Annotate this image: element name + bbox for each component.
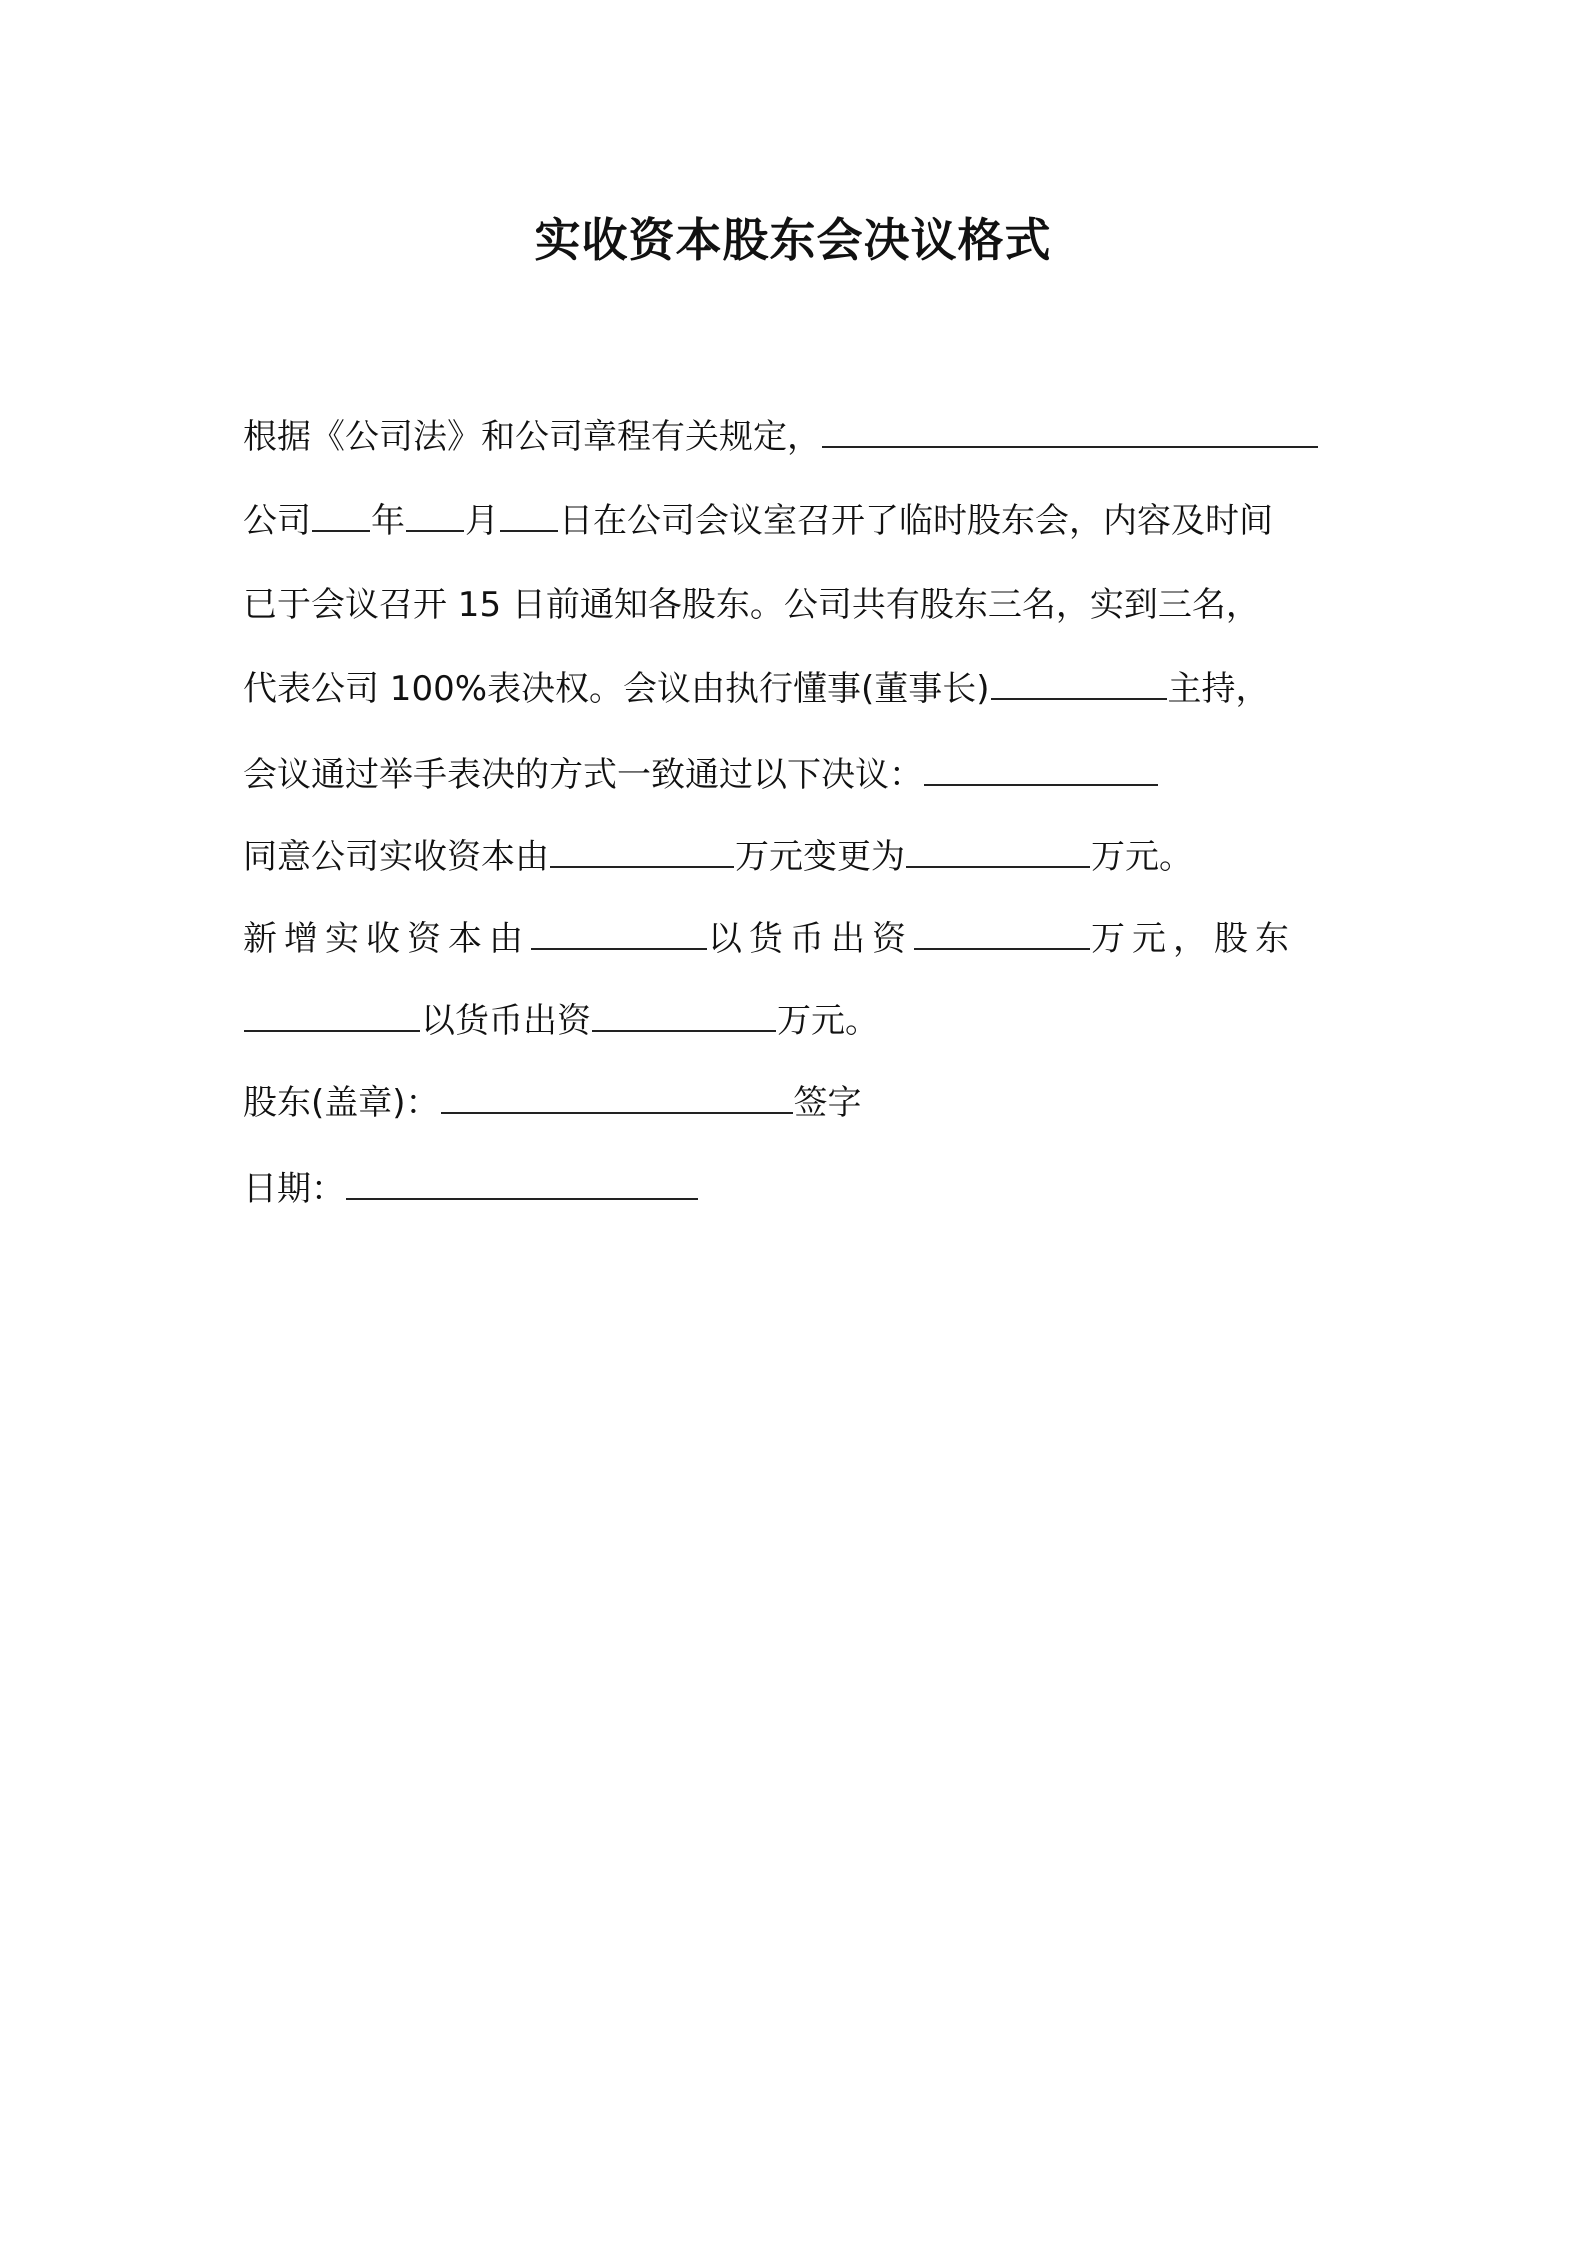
line-7-text-a: 新增实收资本由 (243, 919, 530, 959)
chairman-blank[interactable] (991, 668, 1167, 700)
amount-2-blank[interactable] (592, 1000, 776, 1032)
line-6-text-b: 万元变更为 (735, 837, 905, 877)
date-label: 日期： (243, 1169, 345, 1209)
line-7-text-c: 万元，股东 (1091, 919, 1296, 959)
resolution-blank[interactable] (924, 754, 1158, 786)
paragraph-line-7 (243, 917, 1296, 961)
month-blank[interactable] (406, 500, 464, 532)
signature-label: 签字 (793, 1083, 862, 1123)
seal-blank[interactable] (441, 1082, 793, 1114)
shareholder-2-blank[interactable] (244, 1000, 420, 1032)
original-capital-blank[interactable] (550, 836, 734, 868)
line-2-company-label: 公司 (243, 501, 311, 541)
line-4-text: 代表公司 100%表决权。会议由执行懂事(董事长) (243, 669, 990, 709)
paragraph-line-3 (243, 583, 1260, 627)
company-name-blank[interactable] (822, 416, 1318, 448)
line-2-year-label: 年 (371, 501, 405, 541)
line-6-text-c: 万元。 (1091, 837, 1193, 877)
day-blank[interactable] (500, 500, 558, 532)
paragraph-line-5 (243, 753, 1159, 797)
document-title: 实收资本股东会决议格式 (534, 213, 1052, 267)
year-blank[interactable] (312, 500, 370, 532)
shareholder-1-blank[interactable] (531, 918, 707, 950)
paragraph-line-8 (243, 999, 879, 1043)
line-2-text: 日在公司会议室召开了临时股东会，内容及时间 (559, 501, 1273, 541)
line-8-text-a: 以货币出资 (421, 1001, 591, 1041)
line-4-host-label: 主持， (1167, 669, 1270, 709)
line-1-text: 根据《公司法》和公司章程有关规定， (243, 417, 821, 457)
paragraph-line-1 (243, 415, 1319, 459)
paragraph-line-6 (243, 835, 1193, 879)
new-capital-blank[interactable] (906, 836, 1090, 868)
date-blank[interactable] (346, 1168, 698, 1200)
line-7-text-b: 以货币出资 (708, 919, 913, 959)
amount-1-blank[interactable] (914, 918, 1090, 950)
line-3-text: 已于会议召开 15 日前通知各股东。公司共有股东三名，实到三名， (243, 585, 1260, 625)
paragraph-line-4 (243, 667, 1270, 711)
line-2-month-label: 月 (465, 501, 499, 541)
signature-line (243, 1081, 862, 1125)
paragraph-line-2 (243, 499, 1273, 543)
line-8-text-b: 万元。 (777, 1001, 879, 1041)
line-5-text: 会议通过举手表决的方式一致通过以下决议： (243, 755, 923, 795)
date-line (243, 1167, 699, 1211)
line-6-text-a: 同意公司实收资本由 (243, 837, 549, 877)
seal-label: 股东(盖章)： (243, 1083, 440, 1123)
